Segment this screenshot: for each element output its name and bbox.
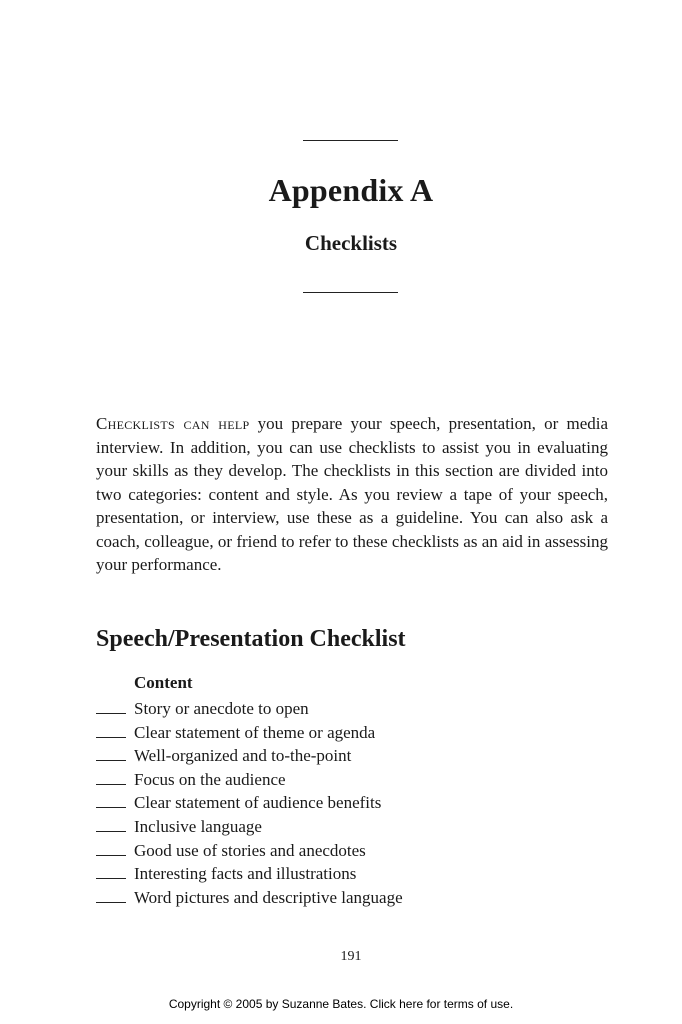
intro-paragraph (96, 412, 608, 577)
checkbox-blank (96, 841, 126, 856)
checkbox-blank (96, 888, 126, 903)
bottom-divider (303, 292, 398, 293)
checklist-item-label: Focus on the audience (134, 769, 286, 789)
appendix-title: Appendix A (268, 172, 434, 208)
checklist-item-label: Story or anecdote to open (134, 699, 309, 718)
checklist-item (96, 839, 403, 863)
checklist-item-label: Word pictures and descriptive language (134, 887, 403, 907)
checkbox-blank (96, 746, 126, 761)
checklist-item (96, 697, 403, 721)
content-subheading: Content (134, 673, 193, 692)
page-number: 191 (340, 949, 362, 964)
checklist-item-label: Well-organized and to-the-point (134, 746, 352, 766)
checklist-item (96, 815, 403, 839)
copyright-footer (0, 997, 682, 1011)
checkbox-blank (96, 770, 126, 785)
checkbox-blank (96, 723, 126, 738)
checkbox-blank (96, 699, 126, 714)
checklist-item-label: Interesting facts and illustrations (134, 864, 357, 884)
section-heading: Speech/Presentation Checklist (96, 626, 406, 652)
checklist-item (96, 768, 403, 792)
intro-body: you prepare your speech, presentation, or media interview. In addition, you can use checklists to assist you in evaluating your skills as they develop. The checklists in this section are divided into two categories: content and style. As you review a tape of your speech, presentation, or interview, use these as a guideline. You can also ask a coach, colleague, or friend to refer to these checklists as an aid in assessing your performance. (96, 414, 609, 574)
checklist-item-label: Good use of stories and anecdotes (134, 840, 366, 860)
appendix-subtitle: Checklists (304, 231, 398, 255)
checklist-item (96, 721, 403, 745)
checklist-item-label: Clear statement of audience benefits (134, 793, 382, 813)
checkbox-blank (96, 817, 126, 832)
copyright-text: Copyright © 2005 by Suzanne Bates. (168, 997, 370, 1011)
checklist-item-label: Inclusive language (134, 816, 262, 836)
checklist-item (96, 862, 403, 886)
checklist-item (96, 744, 403, 768)
terms-of-use-link[interactable]: Click here for terms of use. (369, 997, 514, 1011)
checkbox-blank (96, 793, 126, 808)
content-checklist (96, 697, 403, 909)
checkbox-blank (96, 864, 126, 879)
intro-lead-in: Checklists can help (96, 414, 250, 433)
checklist-item (96, 886, 403, 910)
checklist-item-label: Clear statement of theme or agenda (134, 722, 376, 742)
top-divider (303, 140, 398, 141)
checklist-item (96, 791, 403, 815)
